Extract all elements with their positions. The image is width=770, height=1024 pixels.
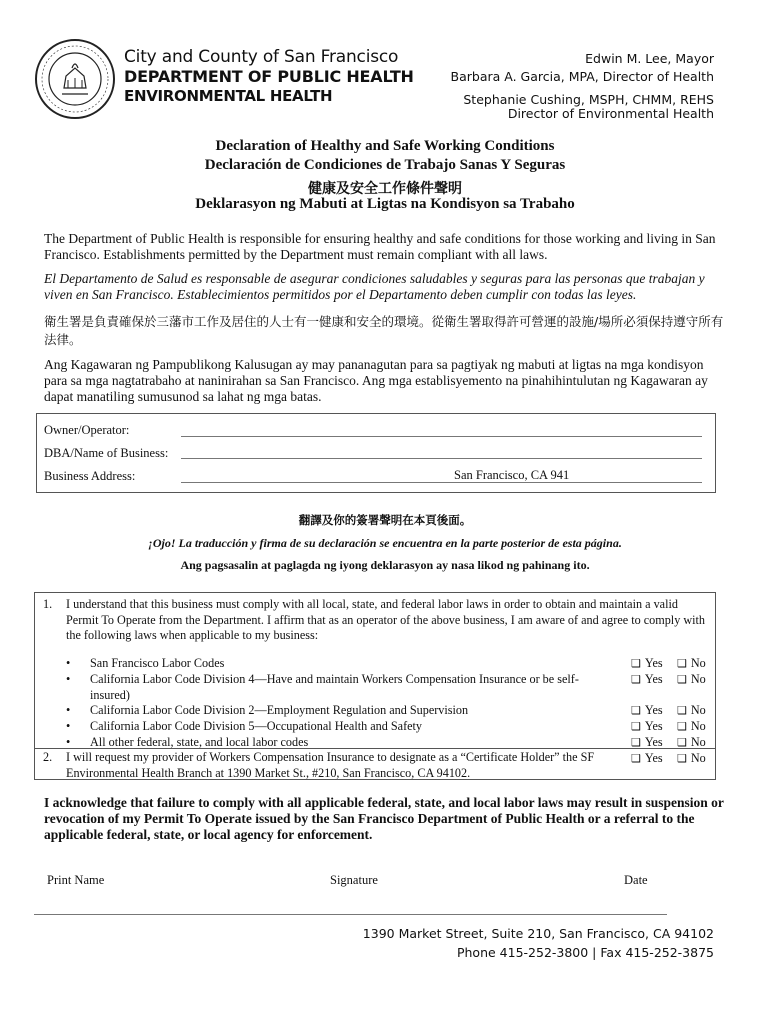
- law-bullet: •: [66, 703, 71, 717]
- law-5-no-option[interactable]: [677, 735, 706, 750]
- yes-label: Yes: [644, 672, 663, 686]
- checkbox-icon: ❑: [631, 737, 641, 749]
- yes-label: Yes: [644, 735, 663, 749]
- owner-operator-field[interactable]: [181, 422, 702, 437]
- signature-line: [34, 914, 667, 915]
- yes-label: Yes: [644, 703, 663, 717]
- item-2-number: 2.: [43, 750, 53, 764]
- business-address-field[interactable]: [181, 468, 702, 483]
- law-other-codes: All other federal, state, and local labor codes: [90, 735, 309, 749]
- law-ca-division-5: California Labor Code Division 5—Occupational Health and Safety: [90, 719, 423, 733]
- business-name-field[interactable]: [181, 444, 702, 459]
- no-label: No: [690, 751, 706, 765]
- no-label: No: [690, 703, 706, 717]
- no-label: No: [690, 656, 706, 670]
- yes-label: Yes: [644, 751, 663, 765]
- address-city-text: San Francisco, CA 941: [454, 468, 570, 482]
- item-2-text: I will request my provider of Workers Compensation Insurance to designate as a “Certificate Holder” the SF Environmental Health Branch at 1390 Market St., #210, San Francisco, CA 94102.: [66, 750, 595, 780]
- intro-chinese: 衛生署是負責確保於三藩市工作及居住的人士有一健康和安全的環境。從衛生署取得許可營運的設施/場所必須保持遵守所有法律。: [44, 314, 724, 347]
- no-label: No: [690, 672, 706, 686]
- item-1-text: I understand that this business must comply with all local, state, and federal labor laws in order to obtain and maintain a valid Permit To Operate from the Department. I affirm that as an operator of the above business, I am aware of and agree to comply with the following laws when applicable to my business:: [66, 597, 705, 642]
- title-english: Declaration of Healthy and Safe Working Conditions: [215, 138, 555, 154]
- intro-english: The Department of Public Health is responsible for ensuring healthy and safe conditions for those working and living in San Francisco. Establishments permitted by the Department must remain compliant with all laws.: [44, 231, 716, 262]
- checkbox-icon: ❑: [631, 753, 641, 765]
- no-label: No: [690, 735, 706, 749]
- footer-phone-fax: Phone 415-252-3800 | Fax 415-252-3875: [456, 945, 714, 960]
- intro-spanish: El Departamento de Salud es responsable de asegurar condiciones saludables y seguras para las personas que trabajan y viven en San Francisco. Establecimientos permitidos por el Departamento deben cumplir con todas las leyes.: [44, 271, 705, 302]
- checkbox-icon: ❑: [677, 737, 687, 749]
- law-2-yes-option[interactable]: [631, 672, 663, 687]
- law-4-yes-option[interactable]: [631, 719, 663, 734]
- law-4-no-option[interactable]: [677, 719, 706, 734]
- checkbox-icon: ❑: [631, 674, 641, 686]
- item-2-yes-option[interactable]: [631, 751, 663, 766]
- org-division: ENVIRONMENTAL HEALTH: [124, 87, 333, 105]
- checkbox-icon: ❑: [677, 753, 687, 765]
- law-bullet: •: [66, 672, 71, 686]
- business-address-label: Business Address:: [44, 469, 136, 483]
- checkbox-icon: ❑: [631, 721, 641, 733]
- law-5-yes-option[interactable]: [631, 735, 663, 750]
- law-bullet: •: [66, 719, 71, 733]
- note-tagalog: Ang pagsasalin at paglagda ng iyong deklarasyon ay nasa likod ng pahinang ito.: [180, 558, 590, 572]
- checkbox-icon: ❑: [631, 705, 641, 717]
- checkbox-icon: ❑: [677, 658, 687, 670]
- law-2-no-option[interactable]: [677, 672, 706, 687]
- checkbox-icon: ❑: [631, 658, 641, 670]
- no-label: No: [690, 719, 706, 733]
- checkbox-icon: ❑: [677, 674, 687, 686]
- law-1-yes-option[interactable]: [631, 656, 663, 671]
- title-chinese: 健康及安全工作條件聲明: [308, 181, 462, 197]
- print-name-label: Print Name: [47, 873, 105, 887]
- business-name-label: DBA/Name of Business:: [44, 446, 169, 460]
- checkbox-icon: ❑: [677, 721, 687, 733]
- checkbox-icon: ❑: [677, 705, 687, 717]
- item-1-number: 1.: [43, 597, 53, 611]
- law-1-no-option[interactable]: [677, 656, 706, 671]
- title-spanish: Declaración de Condiciones de Trabajo Sanas Y Seguras: [204, 157, 566, 173]
- note-chinese: 翻譯及你的簽署聲明在本頁後面。: [298, 513, 472, 527]
- yes-label: Yes: [644, 719, 663, 733]
- yes-label: Yes: [644, 656, 663, 670]
- mayor-name: Edwin M. Lee, Mayor: [585, 51, 714, 66]
- law-ca-division-4: California Labor Code Division 4—Have and maintain Workers Compensation Insurance or be self-insured): [90, 672, 579, 702]
- law-3-yes-option[interactable]: [631, 703, 663, 718]
- acknowledgement-statement: I acknowledge that failure to comply with all applicable federal, state, and local labor laws may result in suspension or revocation of my Permit To Operate issued by the San Francisco Department of Public Health or a referral to the applicable federal, state, or local agency for enforcement.: [44, 795, 724, 842]
- law-3-no-option[interactable]: [677, 703, 706, 718]
- law-bullet: •: [66, 656, 71, 670]
- footer-address: 1390 Market Street, Suite 210, San Francisco, CA 94102: [362, 926, 714, 941]
- note-spanish: ¡Ojo! La traducción y firma de su declaración se encuentra en la parte posterior de esta página.: [148, 536, 622, 550]
- date-label: Date: [624, 873, 648, 887]
- director-name: Barbara A. Garcia, MPA, Director of Health: [450, 69, 714, 84]
- law-ca-division-2: California Labor Code Division 2—Employment Regulation and Supervision: [90, 703, 469, 717]
- law-bullet: •: [66, 735, 71, 749]
- env-director-title: Director of Environmental Health: [507, 106, 714, 121]
- city-seal-logo: [34, 38, 116, 120]
- org-city: City and County of San Francisco: [124, 47, 399, 67]
- item-2-no-option[interactable]: [677, 751, 706, 766]
- owner-operator-label: Owner/Operator:: [44, 423, 130, 437]
- signature-label: Signature: [330, 873, 378, 887]
- intro-tagalog: Ang Kagawaran ng Pampublikong Kalusugan ay may pananagutan para sa pagtiyak ng mabuti at ligtas na mga kondisyon para sa mga nagtatrabaho at naninirahan sa San Francisco. Ang mga establisyemento na pinahihintulutan ng Kagawaran ay dapat manatiling sumusunod sa lahat ng mga batas.: [44, 357, 708, 404]
- org-department: DEPARTMENT OF PUBLIC HEALTH: [124, 67, 414, 86]
- law-sf-labor-codes: San Francisco Labor Codes: [90, 656, 225, 670]
- env-director-name: Stephanie Cushing, MSPH, CHMM, REHS: [463, 92, 714, 107]
- title-tagalog: Deklarasyon ng Mabuti at Ligtas na Kondisyon sa Trabaho: [195, 196, 575, 212]
